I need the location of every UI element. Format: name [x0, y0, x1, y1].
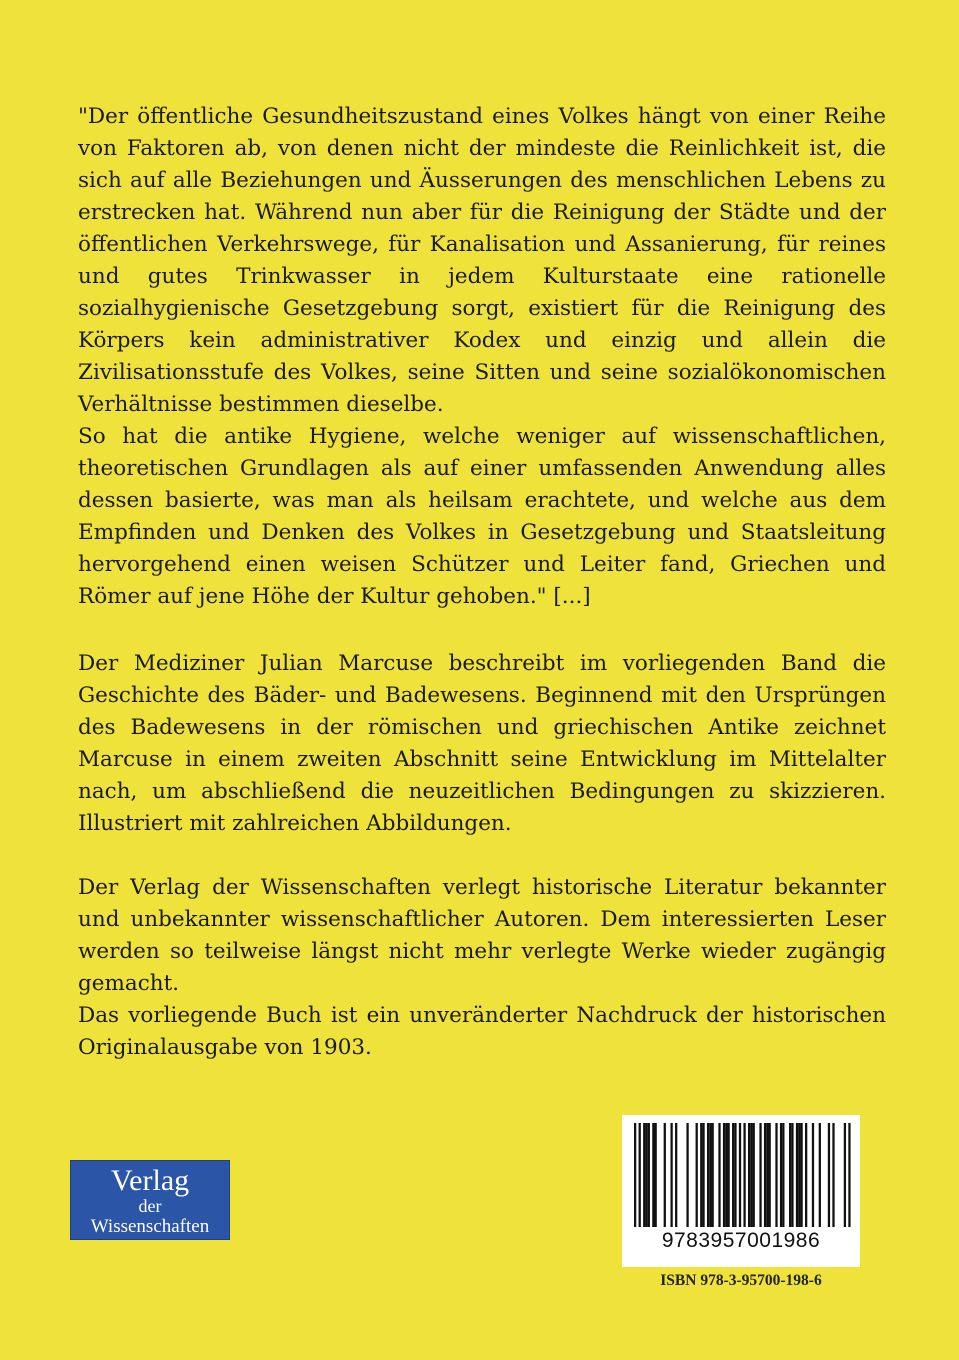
barcode-bar	[805, 1123, 807, 1227]
logo-line-2: der	[138, 1196, 162, 1216]
barcode-bar	[748, 1123, 750, 1227]
barcode-bar	[709, 1123, 711, 1227]
barcode-bar	[655, 1123, 657, 1227]
barcode-bar	[796, 1123, 798, 1227]
barcode-bar	[800, 1123, 802, 1227]
barcode-bar	[696, 1123, 698, 1227]
barcode-bar	[789, 1123, 791, 1227]
barcode-bar	[707, 1123, 709, 1227]
barcode-bar	[670, 1123, 672, 1227]
barcode	[622, 1115, 860, 1267]
barcode-bar	[727, 1123, 729, 1227]
publisher-info-paragraph-1: Der Verlag der Wissenschaften verlegt historische Literatur bekannter und unbekannter wissenschaftlicher Autoren. Dem interessierten Leser werden so teilweise längst nicht mehr verlegte Werke wieder zugängig gemacht.	[78, 875, 886, 996]
barcode-bar	[848, 1123, 850, 1227]
barcode-bar	[664, 1123, 666, 1227]
barcode-bar	[782, 1123, 784, 1227]
publisher-logo	[70, 1160, 230, 1240]
barcode-digits: 9783957001986	[661, 1229, 821, 1252]
barcode-bar	[734, 1123, 736, 1227]
publisher-info-paragraph-2: Das vorliegende Buch ist ein unveränderter Nachdruck der historischen Originalausgabe von 1903.	[78, 1003, 886, 1060]
barcode-bar	[750, 1123, 752, 1227]
barcode-bar	[686, 1123, 688, 1227]
barcode-bar	[718, 1123, 720, 1227]
barcode-bar	[652, 1123, 654, 1227]
barcode-bar	[639, 1123, 641, 1227]
barcode-bar	[643, 1123, 645, 1227]
publisher-info-section	[78, 872, 886, 1064]
logo-line-1: Verlag	[110, 1164, 190, 1197]
barcode-bar	[753, 1123, 755, 1227]
barcode-bar	[702, 1123, 704, 1227]
barcode-bar	[732, 1123, 734, 1227]
barcode-bar	[832, 1123, 834, 1227]
barcode-bar	[743, 1123, 745, 1227]
barcode-bar	[844, 1123, 846, 1227]
logo-line-3: Wissenschaften	[90, 1216, 210, 1237]
barcode-bar	[769, 1123, 771, 1227]
barcode-bar	[791, 1123, 793, 1227]
barcode-bar	[766, 1123, 768, 1227]
quote-paragraph-1: "Der öffentliche Gesundheitszustand eines Volkes hängt von einer Reihe von Faktoren ab, von denen nicht der mindeste die Reinlichkeit ist, die sich auf alle Beziehungen und Äusserungen des menschlichen Lebens zu erstrecken hat. Während nun aber für die Reinigung der Städte und der öffentlichen Verkehrswege, für Kanalisation und Assanierung, für reines und gutes Trinkwasser in jedem Kulturstaate eine rationelle sozialhygienische Gesetzgebung sorgt, existiert für die Reinigung des Körpers kein administrativer Kodex und einzig und allein die Zivilisationsstufe des Volkes, seine Sitten und seine sozialökonomischen Verhältnisse bestimmen dieselbe.	[78, 104, 886, 417]
barcode-bar	[634, 1123, 636, 1227]
barcode-bar	[780, 1123, 782, 1227]
barcode-bar	[700, 1123, 702, 1227]
barcode-bar	[828, 1123, 830, 1227]
barcode-bar	[645, 1123, 647, 1227]
barcode-bar	[739, 1123, 741, 1227]
barcode-bar	[812, 1123, 814, 1227]
barcode-bar	[775, 1123, 777, 1227]
barcode-bar	[764, 1123, 766, 1227]
quote-section	[78, 101, 886, 613]
barcode-bar	[723, 1123, 725, 1227]
barcode-bar	[759, 1123, 761, 1227]
quote-paragraph-2: So hat die antike Hygiene, welche weniger auf wissenschaftlichen, theoretischen Grundlagen als auf einer umfassenden Anwendung alles dessen basierte, was man als heilsam erachtete, und welche aus dem Empfinden und Denken des Volkes in Gesetzgebung und Staatsleitung hervorgehend einen weisen Schützer und Leiter fand, Griechen und Römer auf jene Höhe der Kultur gehoben." [...]	[78, 424, 886, 609]
barcode-bar	[675, 1123, 677, 1227]
barcode-bar	[648, 1123, 650, 1227]
barcode-bar	[819, 1123, 821, 1227]
barcode-bar	[725, 1123, 727, 1227]
summary-section	[78, 648, 886, 840]
isbn-label: ISBN 978-3-95700-198-6	[660, 1272, 822, 1289]
barcode-bar	[798, 1123, 800, 1227]
summary-paragraph: Der Mediziner Julian Marcuse beschreibt im vorliegenden Band die Geschichte des Bäder- und Badewesens. Beginnend mit den Ursprüngen des Badewesens in der römischen und griechischen Antike zeichnet Marcuse in einem zweiten Abschnitt seine Entwicklung im Mittelalter nach, um abschließend die neuzeitlichen Bedingungen zu skizzieren. Illustriert mit zahlreichen Abbildungen.	[78, 651, 886, 836]
barcode-bar	[712, 1123, 714, 1227]
